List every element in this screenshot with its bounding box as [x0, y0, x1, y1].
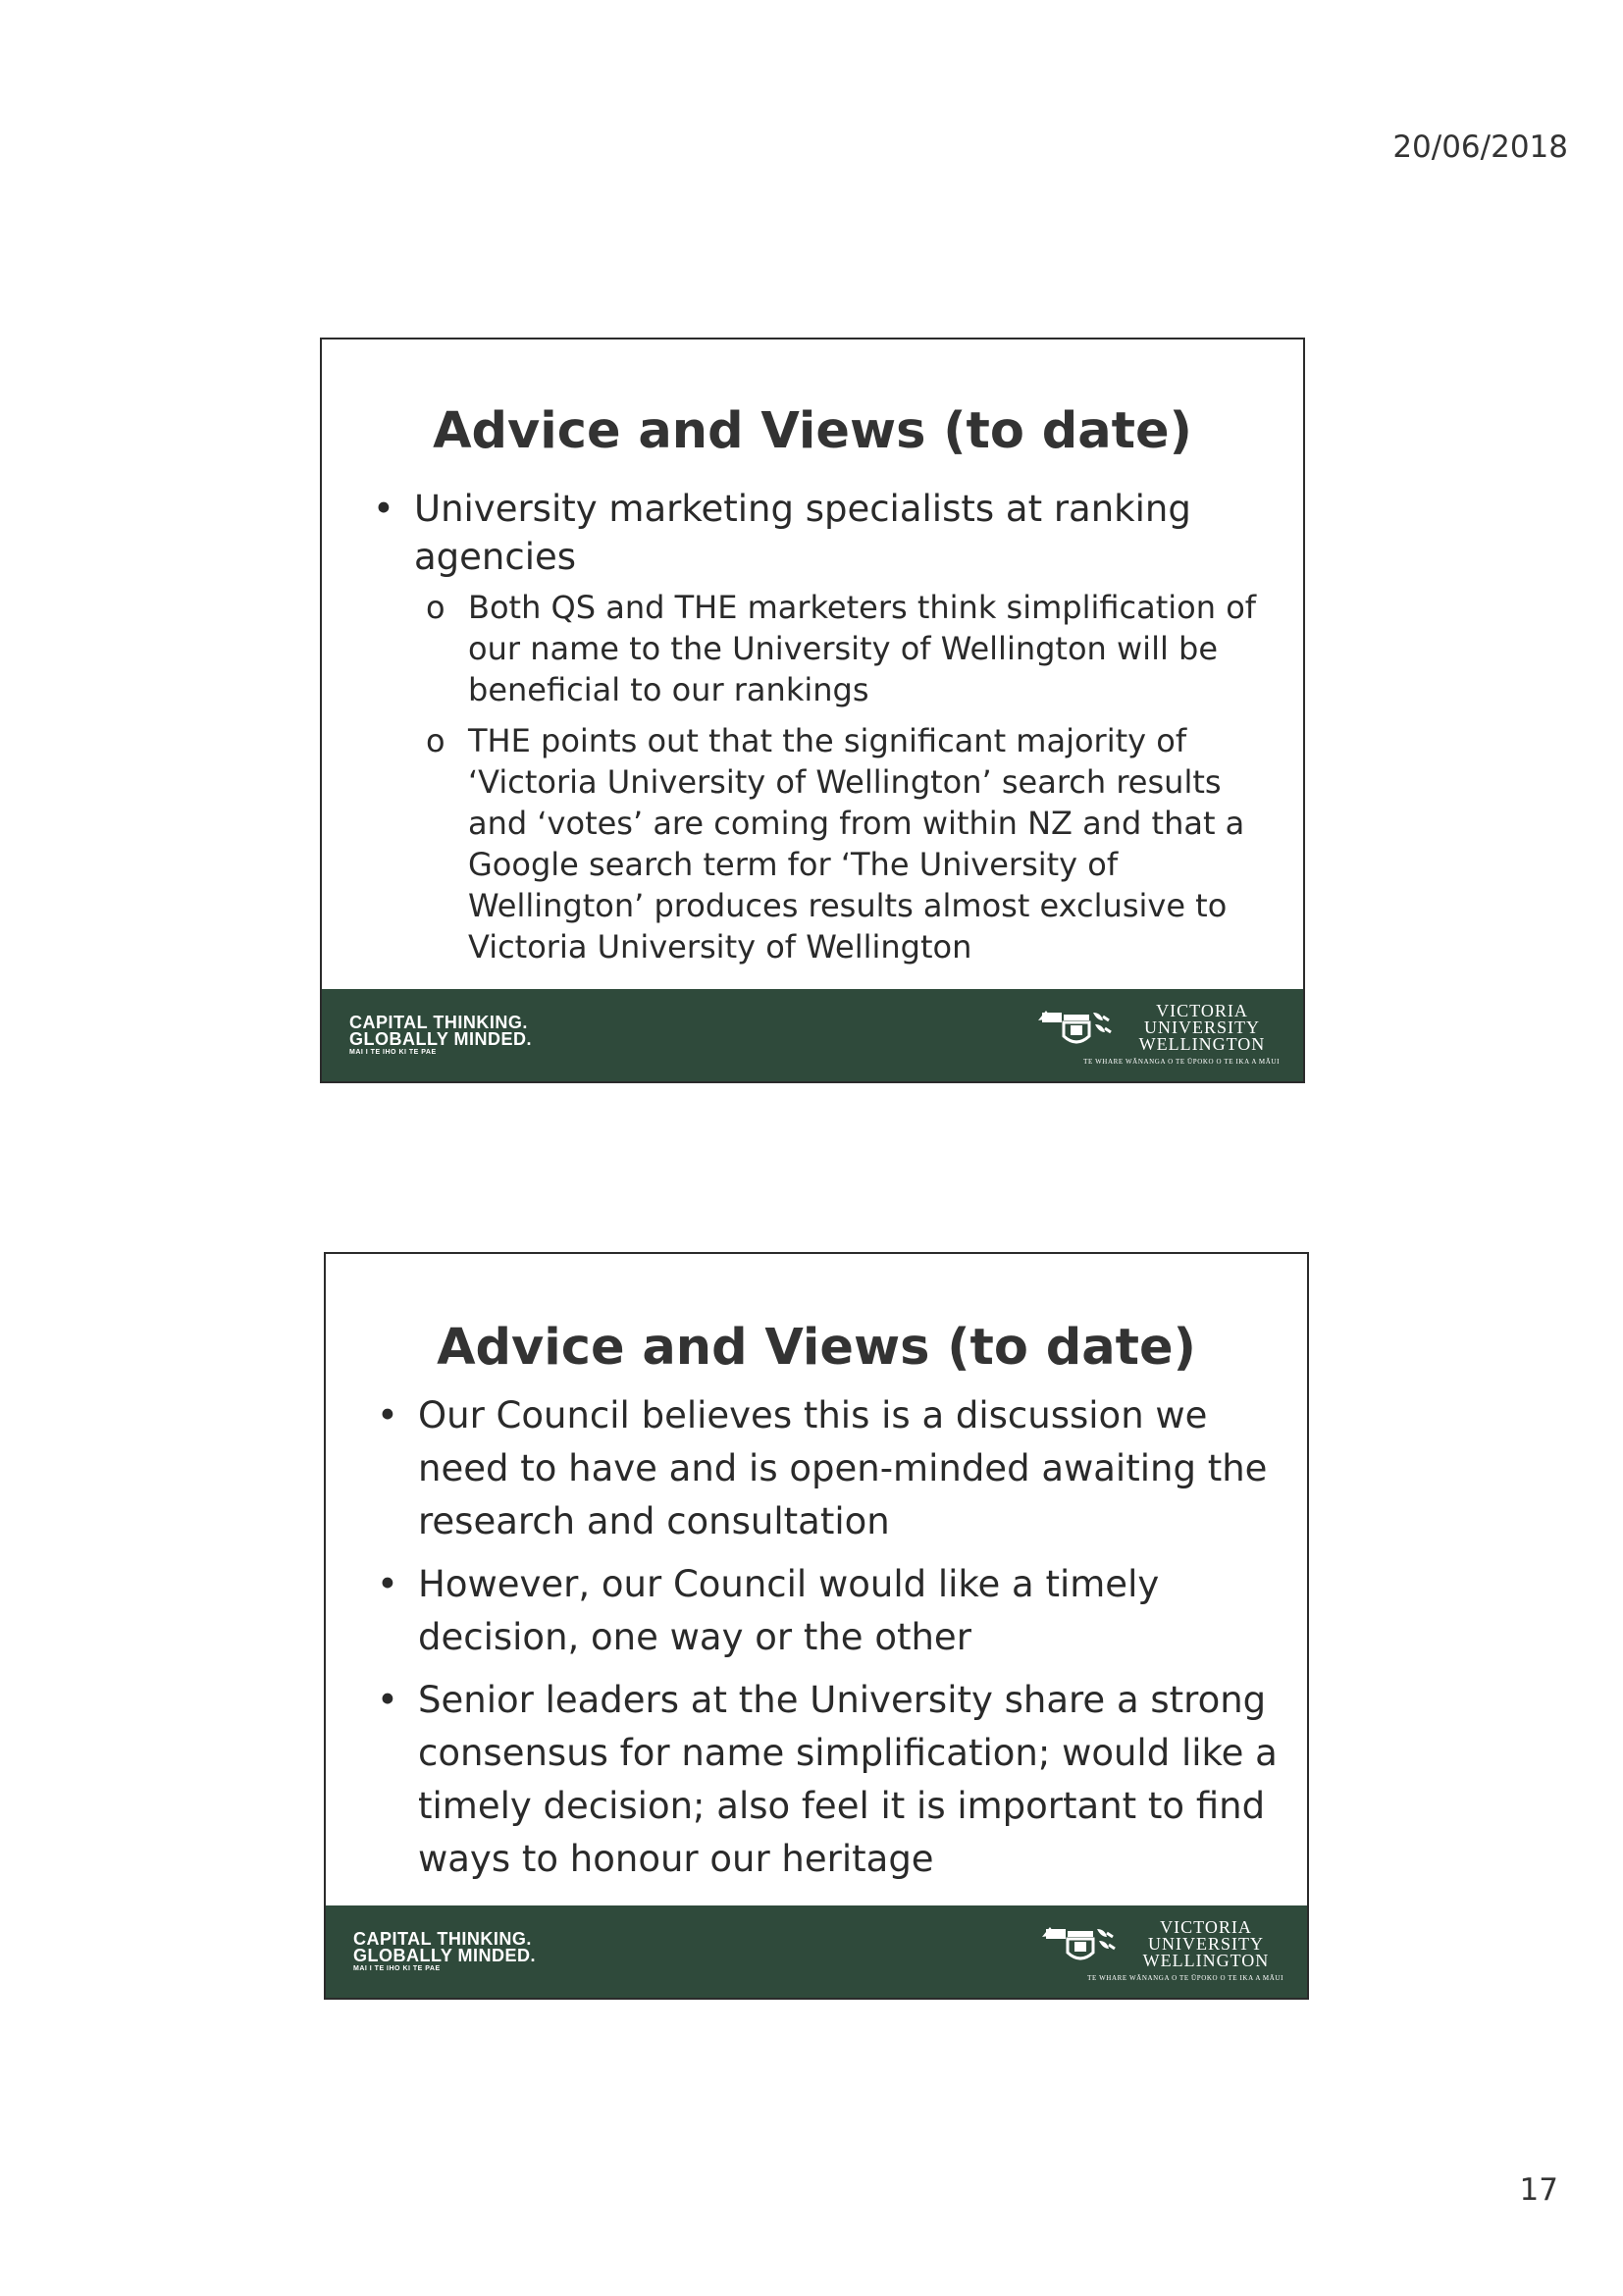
university-name — [1128, 1919, 1283, 1969]
maori-name: TE WHARE WĀNANGA O TE ŪPOKO O TE IKA A MĀUI — [1087, 1974, 1283, 1982]
university-name-line: WELLINGTON — [1142, 1951, 1270, 1970]
university-name-line: VICTORIA — [1160, 1917, 1252, 1937]
bullet-dot-icon: • — [377, 1394, 398, 1436]
university-name-line: VICTORIA — [1156, 1001, 1248, 1020]
tagline — [353, 1931, 536, 1973]
tagline-line: MAI I TE IHO KI TE PAE — [349, 1049, 437, 1056]
university-name-line: WELLINGTON — [1138, 1034, 1266, 1054]
slide-title: Advice and Views (to date) — [433, 402, 1192, 460]
tagline-line: CAPITAL THINKING. — [349, 1013, 528, 1032]
bullet-text: However, our Council would like a timely decision, one way or the other — [418, 1563, 1160, 1658]
page-date: 20/06/2018 — [1392, 130, 1568, 165]
page-number: 17 — [1519, 2172, 1558, 2208]
slide-content — [377, 1389, 1278, 1896]
crest-icon — [1034, 1007, 1121, 1050]
university-logo — [1038, 1917, 1283, 1988]
slide-footer — [326, 1905, 1307, 1998]
crest-icon — [1038, 1923, 1125, 1966]
bullet-item — [377, 1558, 1278, 1664]
university-name-line: UNIVERSITY — [1144, 1018, 1260, 1037]
tagline-line: GLOBALLY MINDED. — [349, 1029, 533, 1049]
maori-name: TE WHARE WĀNANGA O TE ŪPOKO O TE IKA A MĀUI — [1083, 1058, 1280, 1066]
university-name — [1125, 1003, 1280, 1053]
sub-bullet-icon: o — [426, 722, 445, 759]
tagline-line: GLOBALLY MINDED. — [353, 1946, 537, 1965]
sub-bullet-icon: o — [426, 589, 445, 626]
sub-bullet-text: Both QS and THE marketers think simplification of our name to the University of Wellington will be beneficial to our rankings — [468, 589, 1257, 708]
tagline-line: MAI I TE IHO KI TE PAE — [353, 1965, 441, 1972]
slide-title: Advice and Views (to date) — [437, 1319, 1196, 1377]
slide-footer — [322, 989, 1303, 1081]
slide-content — [373, 485, 1274, 967]
bullet-dot-icon: • — [377, 1563, 398, 1605]
slide-2 — [324, 1252, 1309, 2000]
sub-bullet-text: THE points out that the significant majority of ‘Victoria University of Wellington’ search results and ‘votes’ are coming from within NZ and that a Google search term for ‘The University of Wellington’ produces results almost exclusive to Victoria University of Wellington — [468, 722, 1245, 965]
tagline — [349, 1015, 532, 1057]
bullet-item — [377, 1389, 1278, 1548]
bullet-text: Senior leaders at the University share a strong consensus for name simplification; would like a timely decision; also feel it is important to find ways to honour our heritage — [418, 1679, 1278, 1880]
bullet-item — [373, 485, 1274, 581]
bullet-text: University marketing specialists at ranking agencies — [414, 488, 1191, 578]
university-name-line: UNIVERSITY — [1148, 1934, 1264, 1954]
tagline-line: CAPITAL THINKING. — [353, 1929, 532, 1949]
sub-bullet-item — [426, 720, 1274, 967]
bullet-item — [377, 1674, 1278, 1886]
bullet-dot-icon: • — [373, 488, 394, 530]
bullet-text: Our Council believes this is a discussion we need to have and is open-minded awaiting the research and consultation — [418, 1394, 1268, 1542]
sub-bullet-item — [426, 587, 1274, 710]
bullet-dot-icon: • — [377, 1679, 398, 1721]
university-logo — [1034, 1001, 1280, 1071]
slide-1 — [320, 338, 1305, 1083]
